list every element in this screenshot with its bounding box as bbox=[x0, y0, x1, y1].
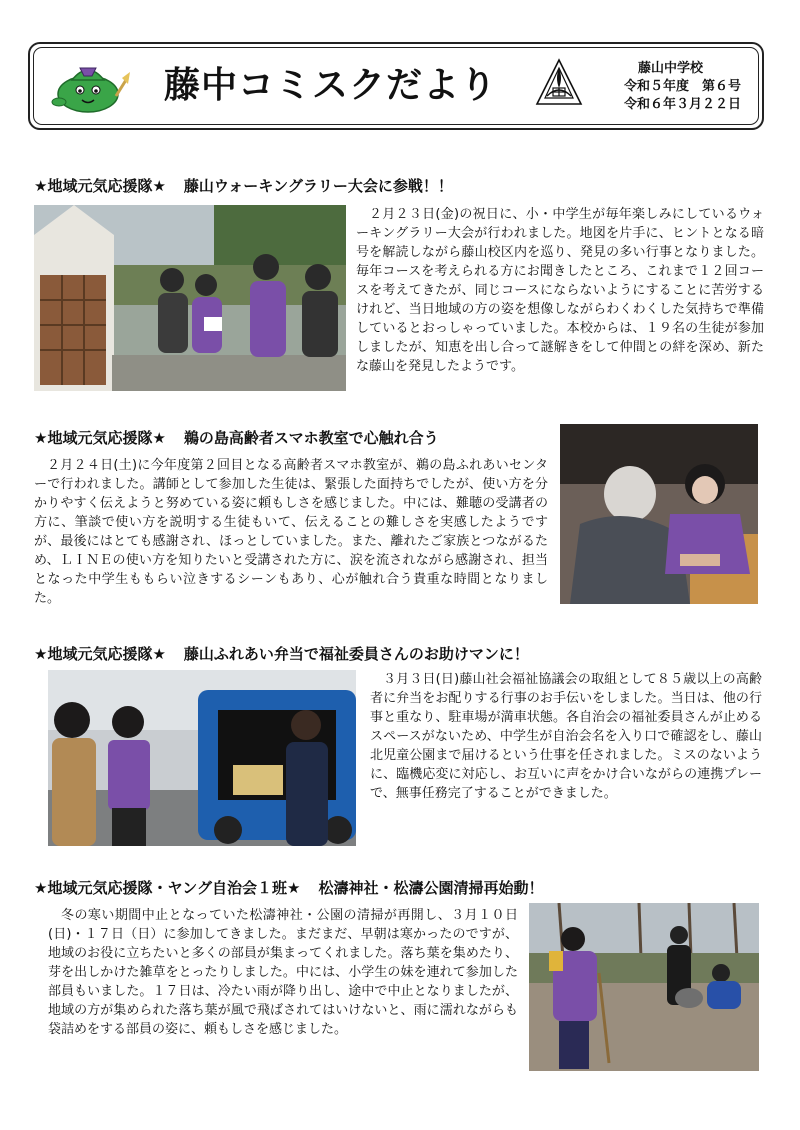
section-body-walking-rally: ２月２３日(金)の祝日に、小・中学生が毎年楽しみにしているウォーキングラリー大会が行われました。地図を片手に、ヒントとなる暗号を解読しながら藤山校区内を巡り、発見の多い行事となりました。毎年コースを考えられる方にお聞きしたところ、これまで１２回コースを考えてきたが、同じコースにならないようにすることに苦労するけれど、当日地域の方の姿を想像しながらわくわくした気持ちで準備しているとおっしゃっていました。本校からは、１９名の生徒が参加しましたが、知恵を出し合って謎解きをして仲間との絆を深め、新たな藤山を発見したようです。 bbox=[356, 207, 764, 374]
section-body-park-cleanup: 冬の寒い期間中止となっていた松濤神社・公園の清掃が再開し、３月１０日(日)・１７日（日）に参加してきました。まだまだ、早朝は寒かったのですが、地域のお役に立ちたいと多くの部員が集まってくれました。落ち葉を集めたり、芽を出しかけた雑草をとったりしました。中には、小学生の妹を連れて参加した部員もいました。１７日は、冷たい雨が降り出し、途中で中止となりましたが、地域の方が集められた落ち葉が風で飛ばされてはいけないと、雨に濡れながらも袋詰めをする部員の姿に、頼もしさを感じました。 bbox=[48, 908, 518, 1037]
school-emblem-icon bbox=[535, 58, 583, 110]
section-heading-walking-rally bbox=[34, 176, 453, 196]
section-topic: 鵜の島高齢者スマホ教室で心触れ合う bbox=[183, 429, 439, 447]
section-tag: ★地域元気応援隊・ヤング自治会１班★ bbox=[34, 879, 301, 897]
newsletter-title: 藤中コミスクだより bbox=[164, 65, 498, 106]
issue-info bbox=[624, 60, 741, 114]
park-cleanup-photo bbox=[529, 903, 759, 1071]
school-name: 藤山中学校 bbox=[638, 61, 704, 76]
section-heading-park-cleanup bbox=[34, 878, 543, 898]
section-topic: 藤山ウォーキングラリー大会に参戦！！ bbox=[183, 177, 453, 195]
section-topic: 松濤神社・松濤公園清掃再始動！ bbox=[318, 879, 544, 897]
smartphone-class-photo bbox=[560, 424, 758, 604]
newsletter-header bbox=[28, 42, 764, 130]
walking-rally-photo bbox=[34, 205, 346, 391]
mascot-icon bbox=[50, 58, 130, 114]
issue-date: 令和６年３月２２日 bbox=[624, 97, 742, 112]
issue-number: 令和５年度 第６号 bbox=[624, 79, 742, 94]
section-tag: ★地域元気応援隊★ bbox=[34, 177, 166, 195]
section-body-smartphone-class: ２月２４日(土)に今年度第２回目となる高齢者スマホ教室が、鵜の島ふれあいセンターで行われました。講師として参加した生徒は、緊張した面持ちでしたが、使い方を分かりやすく伝えようと努めている姿に頼もしさを感じました。中には、難聴の受講者の方に、筆談で使い方を説明する生徒もいて、伝えることの難しさを実感したようですが、最後にはとても感謝され、ほっとしていました。また、離れたご家族とつながるため、ＬＩＮＥの使い方を知りたいと受講された方に、涙を流されながら感謝され、担当となった中学生ももらい泣きするシーンもあり、心が触れ合う貴重な時間となりました。 bbox=[34, 458, 548, 606]
section-heading-lunchbox bbox=[34, 644, 529, 664]
section-body-lunchbox: ３月３日(日)藤山社会福祉協議会の取組として８５歳以上の高齢者に弁当をお配りする行事のお手伝いをしました。当日は、他の行事と重なり、駐車場が満車状態。各自治会の福祉委員さんが止めるスペースがないため、中学生が自治会名を入り口で確認をし、藤山北児童公園まで届けるという仕事を任されました。ミスのないように、臨機応変に対応し、お互いに声をかけ合いながらの連携プレーで、無事任務完了することができました。 bbox=[370, 672, 762, 801]
lunchbox-delivery-photo bbox=[48, 670, 356, 846]
section-heading-smartphone-class bbox=[34, 428, 439, 448]
section-tag: ★地域元気応援隊★ bbox=[34, 429, 166, 447]
section-topic: 藤山ふれあい弁当で福祉委員さんのお助けマンに！ bbox=[183, 645, 529, 663]
section-tag: ★地域元気応援隊★ bbox=[34, 645, 166, 663]
